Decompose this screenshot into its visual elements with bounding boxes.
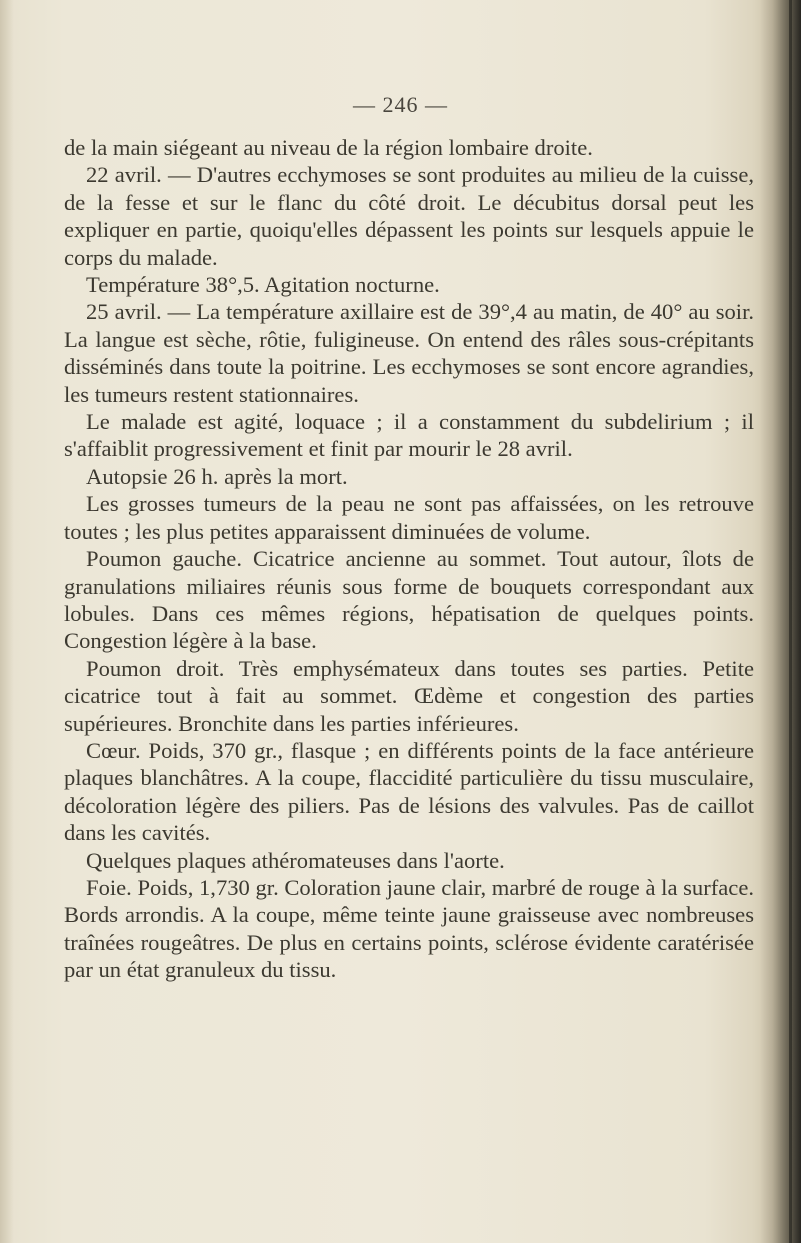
body-text bbox=[64, 134, 754, 984]
binding-edge bbox=[789, 0, 792, 1243]
page-left-edge bbox=[0, 0, 14, 1243]
page-number: — 246 — bbox=[353, 92, 448, 117]
paragraph-malade-agite: Le malade est agité, loquace ; il a constamment du subdelirium ; il s'affaiblit progressivement et finit par mourir le 28 avril. bbox=[64, 409, 754, 462]
paragraph-continuation: de la main siégeant au niveau de la région lombaire droite. bbox=[64, 135, 593, 160]
paragraph-22-avril: 22 avril. — D'autres ecchymoses se sont produites au milieu de la cuisse, de la fesse et sur le flanc du côté droit. Le décubitus dorsal peut les expliquer en partie, quoiqu'elles dépassent les points sur lesquels appuie le corps du malade. bbox=[64, 162, 754, 270]
paragraph-25-avril: 25 avril. — La température axillaire est de 39°,4 au matin, de 40° au soir. La langue est sèche, rôtie, fuligineuse. On entend des râles sous-crépitants disséminés dans toute la poitrine. Les ecchymoses se sont encore agrandies, les tumeurs restent stationnaires. bbox=[64, 299, 754, 407]
paragraph-tumeurs: Les grosses tumeurs de la peau ne sont pas affaissées, on les retrouve toutes ; les plus petites apparaissent diminuées de volume. bbox=[64, 491, 754, 544]
paragraph-poumon-gauche: Poumon gauche. Cicatrice ancienne au sommet. Tout autour, îlots de granulations miliaires réunis sous forme de bouquets correspondant aux lobules. Dans ces mêmes régions, hépatisation de quelques points. Congestion légère à la base. bbox=[64, 546, 754, 654]
paragraph-temperature: Température 38°,5. Agitation nocturne. bbox=[86, 272, 440, 298]
paragraph-aorte: Quelques plaques athéromateuses dans l'aorte. bbox=[86, 847, 505, 873]
binding-shadow bbox=[760, 0, 801, 1243]
paragraph-autopsie: Autopsie 26 h. après la mort. bbox=[86, 463, 348, 489]
paragraph-foie: Foie. Poids, 1,730 gr. Coloration jaune clair, marbré de rouge à la surface. Bords arrondis. A la coupe, même teinte jaune graisseuse avec nombreuses traînées rougeâtres. De plus en certains points, sclérose évidente caratérisée par un état granuleux du tissu. bbox=[64, 874, 754, 983]
paragraph-poumon-droit: Poumon droit. Très emphysémateux dans toutes ses parties. Petite cicatrice tout à fait au sommet. Œdème et congestion des parties supérieures. Bronchite dans les parties inférieures. bbox=[64, 655, 754, 736]
paragraph-coeur: Cœur. Poids, 370 gr., flasque ; en différents points de la face antérieure plaques blanchâtres. A la coupe, flaccidité particulière du tissu musculaire, décoloration légère des piliers. Pas de lésions des valvules. Pas de caillot dans les cavités. bbox=[64, 737, 754, 846]
